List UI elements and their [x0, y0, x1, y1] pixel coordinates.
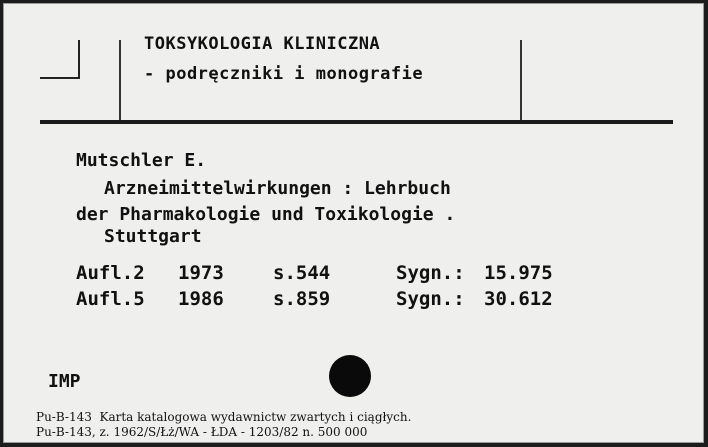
heading-box-left-border [119, 40, 121, 122]
edition-year: 1973 [178, 262, 224, 284]
book-title-line-1: Arzneimittelwirkungen : Lehrbuch [104, 178, 451, 199]
signature-number: 30.612 [484, 288, 553, 310]
edition-pages: s.544 [273, 262, 331, 284]
footer-form-line-1: Pu-B-143 Karta katalogowa wydawnictw zwartych i ciągłych. [36, 410, 412, 424]
publication-place: Stuttgart [104, 226, 202, 247]
heading-box-right-border [520, 40, 522, 122]
edition-year: 1986 [178, 288, 224, 310]
author-name: Mutschler E. [76, 150, 207, 171]
edition-number: Aufl.5 [76, 288, 145, 310]
signature-label: Sygn.: [396, 288, 465, 310]
footer-form-line-2: Pu-B-143, z. 1962/S/Łż/WA - ŁDA - 1203/82 n. 500 000 [36, 425, 368, 439]
signature-label: Sygn.: [396, 262, 465, 284]
corner-mark-vertical [78, 40, 80, 78]
subject-heading-subtitle: - podręczniki i monografie [144, 64, 424, 84]
book-title-line-2: der Pharmakologie und Toxikologie . [76, 204, 456, 225]
edition-pages: s.859 [273, 288, 331, 310]
edition-number: Aufl.2 [76, 262, 145, 284]
signature-number: 15.975 [484, 262, 553, 284]
punch-hole [329, 355, 371, 397]
subject-heading-title: TOKSYKOLOGIA KLINICZNA [144, 34, 381, 54]
catalog-card [3, 3, 704, 443]
corner-mark-horizontal [40, 77, 80, 79]
heading-divider [40, 120, 673, 124]
imp-mark: IMP [48, 371, 81, 392]
